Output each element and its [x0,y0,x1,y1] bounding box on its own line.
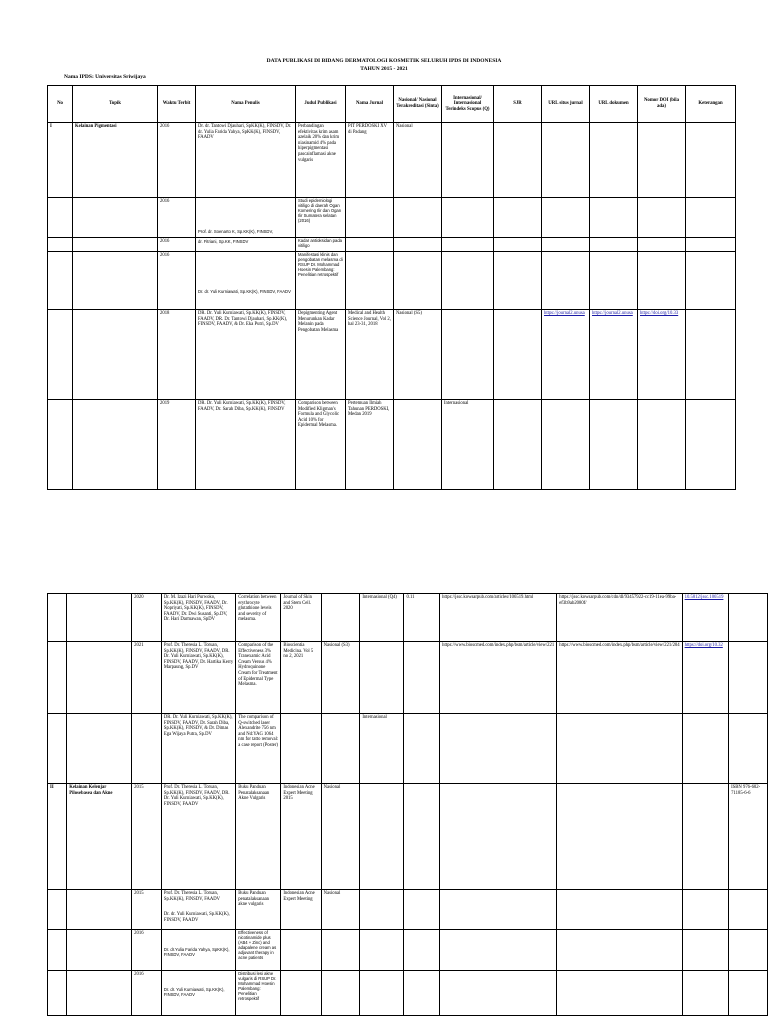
cell-ket [729,890,768,930]
cell-penulis [161,930,235,971]
cell-nasional [321,890,360,930]
cell-nasional [321,642,360,714]
cell-url-situs [542,400,590,490]
cell-no [48,252,73,310]
cell-jurnal [281,890,321,930]
cell-text: Prof. Dr. Theresia L. Toruan, Sp.KK(K), FINSDV, FAADV, DR. Dr. Yuli Kurniawati, Sp.KK(K), FINSDV, FAADV [163,785,230,807]
col-header-url-dokumen: URL dokumen [590,86,638,123]
cell-text: Nasional [323,891,341,896]
table-header-row [48,86,736,123]
cell-doi [682,784,729,890]
cell-topik [67,594,132,642]
cell-no [48,971,67,1016]
cell-tahun [132,642,162,714]
col-header-jurnal: Nama Jurnal [346,86,394,123]
ipds-name: Nama IPDS: Universitas Sriwijaya [64,74,146,80]
cell-text: Dr. dr. Tantowi Djauhari, SpKK(K), FINSDV, Dr. dr. Yulia Farida Yahya, SpKK(K), FINSDV, FAADV [198,124,292,141]
cell-judul [236,714,281,784]
cell-intl [442,252,494,310]
cell-text-second-author: Dr. dr. Yuli Kurniawati, Sp.KK(K), FINSDV, FAADV [163,912,230,923]
cell-intl [442,400,494,490]
cell-text: 2016 [134,972,144,977]
cell-text: 2016 [160,124,170,129]
cell-text[interactable]: 10.5812/jssc.106519 [684,595,724,600]
cell-penulis [196,400,296,490]
cell-url-dok [590,238,638,252]
col-header-no: No [48,86,73,123]
cell-nasional [321,971,360,1016]
cell-tahun [132,594,162,642]
cell-topik [67,642,132,714]
cell-text: Indonesian Acne Expert Meeting 2015 [283,785,315,802]
cell-no [48,238,73,252]
cell-nasional [321,714,360,784]
cell-judul [296,238,346,252]
document-subtitle: TAHUN 2015 - 2021 [360,66,408,72]
cell-text: 2015 [134,785,144,790]
cell-text: Kadar antioksidan pada vitiligo [298,238,343,248]
cell-sjr [494,400,542,490]
cell-text: Depigmenting Agent Menurunkan Kadar Melanin pada Pengobatan Melasma [298,311,339,333]
cell-text[interactable]: https://journal2.unusa [544,311,585,316]
cell-text: PIT PERDOSKI XV di Padang [348,124,387,135]
cell-text: DR. Dr. Yuli Kurniawati, Sp.KK(K), FINSDV, FAADV, Dr. Sarah Diba, Sp.KK(K), FINSDV [198,401,286,412]
cell-topik [73,252,158,310]
col-header-url-situs: URL situs jurnal [542,86,590,123]
cell-text[interactable]: https://jssc.kowsarpub.com/articles/106519.html [442,595,534,600]
cell-judul [296,198,346,238]
cell-text: Medical and Health Science Journal, Vol 2, hal 23-31, 2018 [348,311,391,328]
cell-ket [729,971,768,1016]
cell-sjr [404,714,440,784]
cell-text: DR. Dr. Yuli Kurniawati, Sp.KK(K), FINSDV, FAADV, DR. Dr. Tantowi Djauhari, Sp.KK(K), FINSDV, FAADV, & Dr. Eka Putri, Sp.DV [198,311,288,328]
cell-doi [682,890,729,930]
cell-nasional [394,252,442,310]
table-row [48,594,768,642]
cell-nasional [394,310,442,400]
cell-no [48,642,67,714]
cell-topik [73,310,158,400]
cell-sjr [404,642,440,714]
cell-text: Internasional [444,401,469,406]
cell-url-situs [440,930,557,971]
cell-topik [73,198,158,238]
document-title: DATA PUBLIKASI DI BIDANG DERMATOLOGI KOSMETIK SELURUH IPDS DI INDONESIA [266,58,502,64]
cell-text: Kelainan Kelenjar Pilosebasea dan Akne [69,785,113,796]
cell-text[interactable]: https://www.bioscmed.com/index.php/bsm/article/view/221/204 [559,643,680,648]
cell-text: Indonesian Acne Expert Meeting [283,891,315,902]
cell-intl [360,930,404,971]
cell-url-dok [590,123,638,198]
cell-nasional [394,238,442,252]
cell-judul [236,971,281,1016]
cell-doi [682,714,729,784]
table-row [48,930,768,971]
cell-no [48,400,73,490]
cell-url-situs [542,123,590,198]
cell-penulis [161,594,235,642]
cell-url-situs [542,310,590,400]
cell-text: Dr. dr.Yulia Farida Yahya, SpKK(K), FINSDV, FAADV [163,947,230,957]
cell-text: Nasional (S3) [323,643,350,648]
cell-text: Dr. dr. Yuli Kurniawati, Sp.KK(K), FINSDV, FAADV [163,987,225,997]
cell-intl [442,238,494,252]
cell-text: 2019 [160,401,170,406]
cell-url-dok [557,714,682,784]
table-row [48,971,768,1016]
cell-tahun [132,784,162,890]
cell-no [48,930,67,971]
cell-text: The comparison of Q-switched laser Alexandrite 756 nm and Nd:YAG 1064 nm for tatto removal: a case report (Poster) [238,715,279,748]
cell-jurnal [281,784,321,890]
cell-intl [360,890,404,930]
cell-tahun [158,238,196,252]
cell-text: Nasional [396,124,413,129]
publication-table-part1 [47,85,736,490]
cell-text: Comparison between Modified Kligman's Formula and Glycolic Acid 10% for Epidermal Melasma. [298,401,340,429]
cell-penulis [196,238,296,252]
cell-sjr [494,252,542,310]
cell-text: Comparison of the Effectiveness 3% Tranexamic Acid Cream Versus 4% Hydroquinone Cream for Treatment of Epidermal Type Melasma. [238,643,278,688]
cell-topik [67,971,132,1016]
publication-table-part2 [47,593,768,1016]
cell-topik [73,400,158,490]
cell-tahun [132,714,162,784]
cell-text: Correlation between erythrocyte glutathione levels and severity of melasma. [238,595,277,623]
cell-text[interactable]: https://doi.org/10.33 [640,311,679,316]
cell-nasional [394,198,442,238]
cell-doi [682,594,729,642]
cell-text: Kelainan Pigmentasi [75,124,117,129]
cell-url-situs [440,784,557,890]
cell-nasional [394,400,442,490]
cell-judul [296,310,346,400]
cell-doi [682,930,729,971]
cell-nasional [321,594,360,642]
cell-jurnal [346,400,394,490]
cell-url-situs [440,594,557,642]
col-header-topik: Topik [73,86,158,123]
cell-no [48,123,73,198]
cell-text: 0.11 [406,595,415,600]
cell-text: Internasional [362,715,387,720]
cell-text: Prof. Dr. Theresia L. Toruan, Sp.KK(K), FINSDV, FAADV, DR. Dr. Yuli Kurniawati, Sp.KK(K), FINSDV, FAADV, Dr. Hartika Kerry Marpaung, Sp.DV [163,643,234,671]
cell-sjr [494,198,542,238]
cell-text[interactable]: https://journal2.unusa [592,311,633,316]
cell-intl [360,971,404,1016]
cell-penulis [161,971,235,1016]
table-row [48,198,736,238]
cell-jurnal [281,714,321,784]
cell-jurnal [281,594,321,642]
col-header-penulis: Nama Penulis [196,86,296,123]
cell-no [48,890,67,930]
cell-text: 2021 [134,643,144,648]
cell-no [48,714,67,784]
cell-url-dok [557,971,682,1016]
cell-text: Nasional (S5) [396,311,422,316]
cell-intl [360,594,404,642]
cell-doi [638,310,686,400]
cell-penulis [196,252,296,310]
cell-text: II [50,785,54,790]
cell-url-situs [440,971,557,1016]
cell-url-situs [440,642,557,714]
cell-sjr [494,238,542,252]
cell-topik [67,890,132,930]
cell-url-dok [557,784,682,890]
col-header-keterangan: Keterangan [686,86,736,123]
cell-intl [442,123,494,198]
cell-topik [67,784,132,890]
cell-url-dok [557,930,682,971]
cell-jurnal [346,123,394,198]
cell-no [48,784,67,890]
cell-text: 2018 [160,311,170,316]
col-header-waktu: Waktu Terbit [158,86,196,123]
cell-judul [296,252,346,310]
cell-judul [236,642,281,714]
cell-text: dr. Fitriani, Sp.KK, FINSDV [198,239,249,244]
cell-tahun [158,400,196,490]
cell-text: 2016 [160,239,170,244]
cell-penulis [196,310,296,400]
table-row [48,890,768,930]
cell-doi [682,971,729,1016]
cell-ket [729,594,768,642]
col-header-internasional: Internasional/ Internasional Terindeks Scopus (Q) [442,86,494,123]
cell-doi [638,198,686,238]
cell-text: Journal of Skin and Stem Cell. 2020 [283,595,312,612]
cell-text[interactable]: https://jssc.kowsarpub.com/cdn/dl/93457922-cc19-11ea-99ba-ef3b9ab2080f/ [559,595,677,606]
cell-url-dok [590,310,638,400]
cell-url-situs [440,890,557,930]
cell-tahun [158,310,196,400]
cell-tahun [158,252,196,310]
cell-url-dok [590,252,638,310]
cell-penulis [161,784,235,890]
col-header-doi: Nomor DOI (bila ada) [638,86,686,123]
table-row [48,252,736,310]
cell-ket [686,400,736,490]
cell-doi [682,642,729,714]
table-row [48,642,768,714]
cell-url-situs [542,238,590,252]
cell-text: Perbandingan efektivitas krim asam azelaik 20% dan krim niasinamid 4% pada hiperpigmentasi pascainflamasi akne vulgaris [298,124,339,163]
cell-topik [73,123,158,198]
table-row [48,310,736,400]
cell-text: I [50,124,52,129]
cell-penulis [161,714,235,784]
cell-text: Prof. dr. Soenarto K, Sp.KK(K), FINSDV, [198,229,274,234]
cell-ket [686,198,736,238]
cell-judul [296,400,346,490]
cell-text: Bioscientia Medicina. Vol 5 no 2, 2021 [283,643,314,660]
cell-text: 2016 [160,199,170,204]
cell-sjr [494,310,542,400]
cell-ket [729,784,768,890]
cell-doi [638,252,686,310]
cell-text[interactable]: https://www.bioscmed.com/index.php/bsm/article/view/221 [442,643,555,648]
cell-jurnal [346,238,394,252]
col-header-sjr: SJR [494,86,542,123]
cell-tahun [132,930,162,971]
cell-judul [236,784,281,890]
cell-text: Effectiveness of nicotinamide plus (AB4 + Zinc) and adapalene cream as adjuvant therapy in acne patients [238,930,277,960]
cell-text: 2015 [134,891,144,896]
cell-tahun [158,123,196,198]
cell-nasional [321,784,360,890]
cell-text: 2016 [160,253,170,258]
cell-url-situs [440,714,557,784]
cell-intl [442,310,494,400]
cell-url-dok [557,642,682,714]
cell-text: ISBN 976-602-71185-6-6 [731,785,761,796]
cell-penulis [161,642,235,714]
cell-text: Distribusi lesi akne vulgaris di RSUP Dr. Mohammad Hoesin Palembang: Penelitian retrospektif [238,971,277,1001]
cell-tahun [158,198,196,238]
cell-doi [638,400,686,490]
cell-nasional [394,123,442,198]
cell-jurnal [281,971,321,1016]
cell-penulis [161,890,235,930]
cell-doi [638,123,686,198]
cell-no [48,198,73,238]
cell-url-dok [557,890,682,930]
cell-text: Dr. dr. Yuli Kurniawati, Sp.KK(K), FINSDV, FAADV [198,289,291,294]
cell-text: Studi epidemiologi vitiligo di daerah Ogan Komering Ilir dan Ogan Ilir Sumatera selatan (2016) [298,198,342,223]
table-row [48,238,736,252]
cell-tahun [132,890,162,930]
cell-sjr [404,594,440,642]
col-header-judul: Judul Publikasi [296,86,346,123]
cell-ket [686,252,736,310]
cell-judul [236,890,281,930]
cell-intl [360,714,404,784]
cell-text: Manifestasi klinis dan pengobatan melasma di RSUP Dr. Mohammad Hoesin Palembang: Penelitian retrospektif [298,252,343,277]
cell-judul [296,123,346,198]
cell-text: Pertemuan Ilmiah Tahunan PERDOSKI, Medan 2019 [348,401,390,418]
cell-no [48,310,73,400]
cell-topik [73,238,158,252]
cell-url-situs [542,198,590,238]
table-row [48,123,736,198]
cell-no [48,594,67,642]
table-row [48,714,768,784]
cell-penulis [196,198,296,238]
cell-sjr [404,930,440,971]
cell-jurnal [346,198,394,238]
cell-intl [360,642,404,714]
cell-jurnal [281,930,321,971]
cell-text: 2016 [134,931,144,936]
cell-tahun [132,971,162,1016]
cell-text: DR. Dr. Yuli Kurniawati, Sp.KK(K), FINSDV, FAADV, Dr. Sarah Diba, Sp.KK(K), FINSDV, & Dr. Dimas Ega Wijaya Putra, Sp.DV [163,715,233,737]
cell-intl [360,784,404,890]
cell-penulis [196,123,296,198]
cell-nasional [321,930,360,971]
cell-url-dok [590,198,638,238]
table-row [48,784,768,890]
cell-text: Buku Panduan Penatalaksanaan Akne Vulgaris [238,785,270,802]
cell-text: Dr. M. Izazi Hari Purwoko, Sp.KK(K), FINSDV, FAADV, Dr. Nopriyati, Sp.KK(K), FINSDV, FAADV, Dr. Dwi Susanti, Sp.DV, Dr. Hari Darmawan, SpDV [163,595,228,623]
cell-sjr [404,890,440,930]
cell-judul [236,930,281,971]
cell-topik [67,930,132,971]
cell-ket [686,310,736,400]
cell-url-dok [557,594,682,642]
cell-doi [638,238,686,252]
table-row [48,400,736,490]
cell-url-dok [590,400,638,490]
cell-jurnal [346,252,394,310]
cell-sjr [404,971,440,1016]
cell-ket [729,642,768,714]
cell-ket [729,714,768,784]
cell-text: 2020 [134,595,144,600]
cell-text: Nasional [323,785,341,790]
cell-ket [686,238,736,252]
cell-ket [686,123,736,198]
cell-intl [442,198,494,238]
cell-jurnal [346,310,394,400]
cell-text[interactable]: https://doi.org/10.32 [684,643,723,648]
cell-sjr [404,784,440,890]
cell-url-situs [542,252,590,310]
cell-sjr [494,123,542,198]
cell-text: Internasional (Q4) [362,595,397,600]
cell-jurnal [281,642,321,714]
col-header-nasional: Nasional/ Nasional Terakreditasi (Sinta) [394,86,442,123]
cell-text: Prof. Dr. Theresia L. Toruan, Sp.KK(K), FINSDV, FAADV [163,891,221,902]
cell-judul [236,594,281,642]
cell-ket [729,930,768,971]
cell-text: Buku Panduan penatalaksanaan akne vulgaris [238,891,269,908]
cell-topik [67,714,132,784]
